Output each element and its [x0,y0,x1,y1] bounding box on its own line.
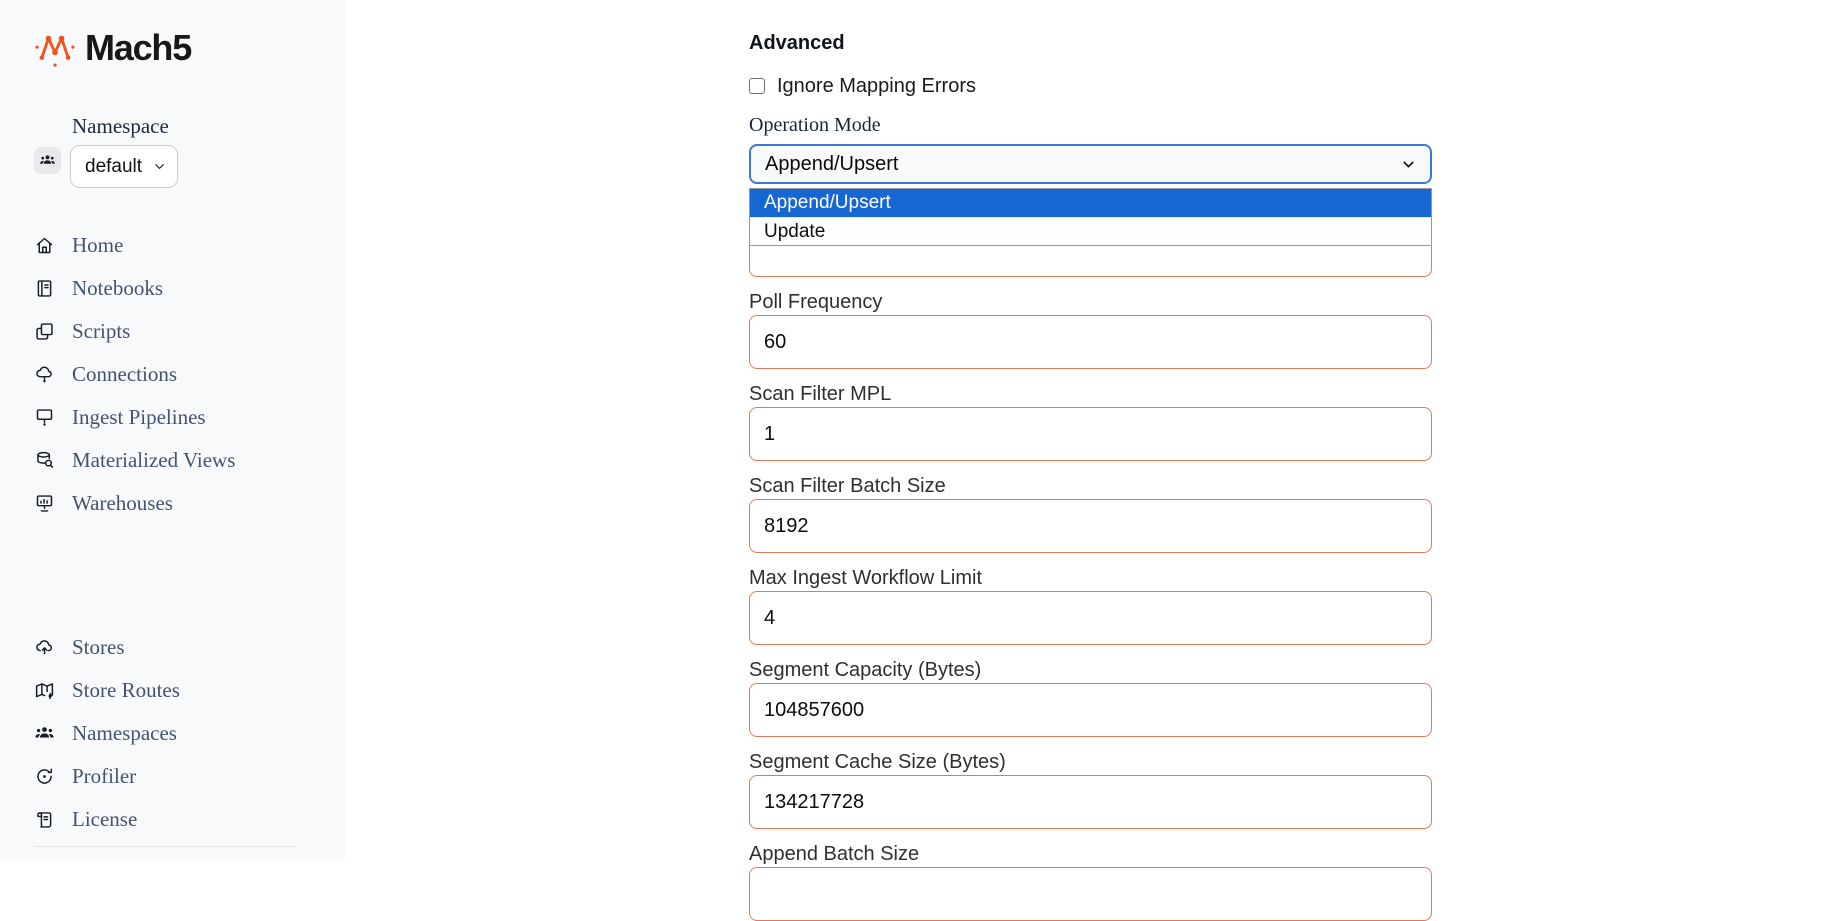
field-segment-capacity [749,659,1432,737]
sidebar-item-warehouses[interactable] [34,482,345,525]
sidebar-item-stores[interactable] [34,626,345,669]
main-content [749,0,1432,921]
database-search-icon [34,450,55,471]
namespace-selected-value: default [85,155,143,177]
field-max-ingest-workflow-limit [749,567,1432,645]
users-icon [34,723,55,744]
monitor-chart-icon [34,493,55,514]
operation-mode-select[interactable] [749,144,1432,184]
script-icon [34,321,55,342]
ignore-mapping-errors-row [749,74,1432,98]
chevron-down-icon [152,159,167,174]
users-chip [34,147,61,174]
operation-mode-label: Operation Mode [749,114,881,136]
field-label: Max Ingest Workflow Limit [749,567,983,589]
max-ingest-workflow-limit-input[interactable] [749,591,1432,645]
field-label: Segment Cache Size (Bytes) [749,751,1006,773]
field-poll-frequency [749,291,1432,369]
sidebar-item-label: Ingest Pipelines [72,405,206,429]
sidebar-item-label: Warehouses [72,491,173,515]
sidebar-item-label: Scripts [72,319,131,343]
field-segment-cache-size [749,751,1432,829]
sidebar-item-ingest-pipelines[interactable] [34,396,345,439]
field-label: Poll Frequency [749,291,883,313]
field-label: Segment Capacity (Bytes) [749,659,982,681]
option-append-upsert[interactable]: Append/Upsert [750,189,1431,217]
scan-filter-mpl-input[interactable] [749,407,1432,461]
sidebar-item-label: Stores [72,635,125,659]
mach5-logo-icon [34,27,76,69]
operation-mode-selected-value: Append/Upsert [765,152,899,175]
sidebar-item-label: Notebooks [72,276,163,300]
notebook-icon [34,278,55,299]
sidebar-divider [34,846,296,847]
sidebar-item-label: Connections [72,362,177,386]
sidebar [0,0,345,860]
scroll-icon [34,809,55,830]
refresh-dot-icon [34,766,55,787]
ignore-mapping-errors-checkbox[interactable] [749,78,765,94]
field-append-batch-size [749,843,1432,921]
users-icon [39,152,56,169]
field-scan-filter-batch-size [749,475,1432,553]
sidebar-item-notebooks[interactable] [34,267,345,310]
sidebar-nav-primary [0,224,345,525]
sidebar-item-label: Profiler [72,764,137,788]
segment-cache-size-input[interactable] [749,775,1432,829]
option-update[interactable]: Update [750,217,1431,245]
sidebar-item-scripts[interactable] [34,310,345,353]
sidebar-item-label: Materialized Views [72,448,236,472]
ignore-mapping-errors-label: Ignore Mapping Errors [777,74,976,97]
field-label: Scan Filter Batch Size [749,475,946,497]
sidebar-item-license[interactable] [34,798,345,841]
section-title: Advanced [749,32,845,54]
chevron-down-icon [1400,156,1417,173]
monitor-node-icon [34,407,55,428]
brand-logo[interactable] [0,0,345,69]
operation-mode-dropdown [749,188,1432,246]
poll-frequency-input[interactable] [749,315,1432,369]
sidebar-item-label: Namespaces [72,721,177,745]
map-route-icon [34,680,55,701]
sidebar-item-store-routes[interactable] [34,669,345,712]
sidebar-item-home[interactable] [34,224,345,267]
scan-filter-batch-size-input[interactable] [749,499,1432,553]
sidebar-item-profiler[interactable] [34,755,345,798]
sidebar-item-namespaces[interactable] [34,712,345,755]
field-label: Append Batch Size [749,843,920,865]
namespace-row [34,145,345,188]
namespace-select[interactable] [70,145,178,188]
append-batch-size-input[interactable] [749,867,1432,921]
sidebar-item-label: Store Routes [72,678,180,702]
sidebar-item-connections[interactable] [34,353,345,396]
sidebar-item-label: Home [72,233,124,257]
sidebar-item-label: License [72,807,138,831]
operation-mode-wrap [749,144,1432,242]
cloud-node-icon [34,364,55,385]
namespace-label: Namespace [72,114,169,138]
segment-capacity-input[interactable] [749,683,1432,737]
sidebar-nav-secondary [0,626,345,841]
field-scan-filter-mpl [749,383,1432,461]
field-label: Scan Filter MPL [749,383,892,405]
sidebar-item-materialized-views[interactable] [34,439,345,482]
brand-name: Mach5 [85,27,192,68]
cloud-upload-icon [34,637,55,658]
home-icon [34,235,55,256]
